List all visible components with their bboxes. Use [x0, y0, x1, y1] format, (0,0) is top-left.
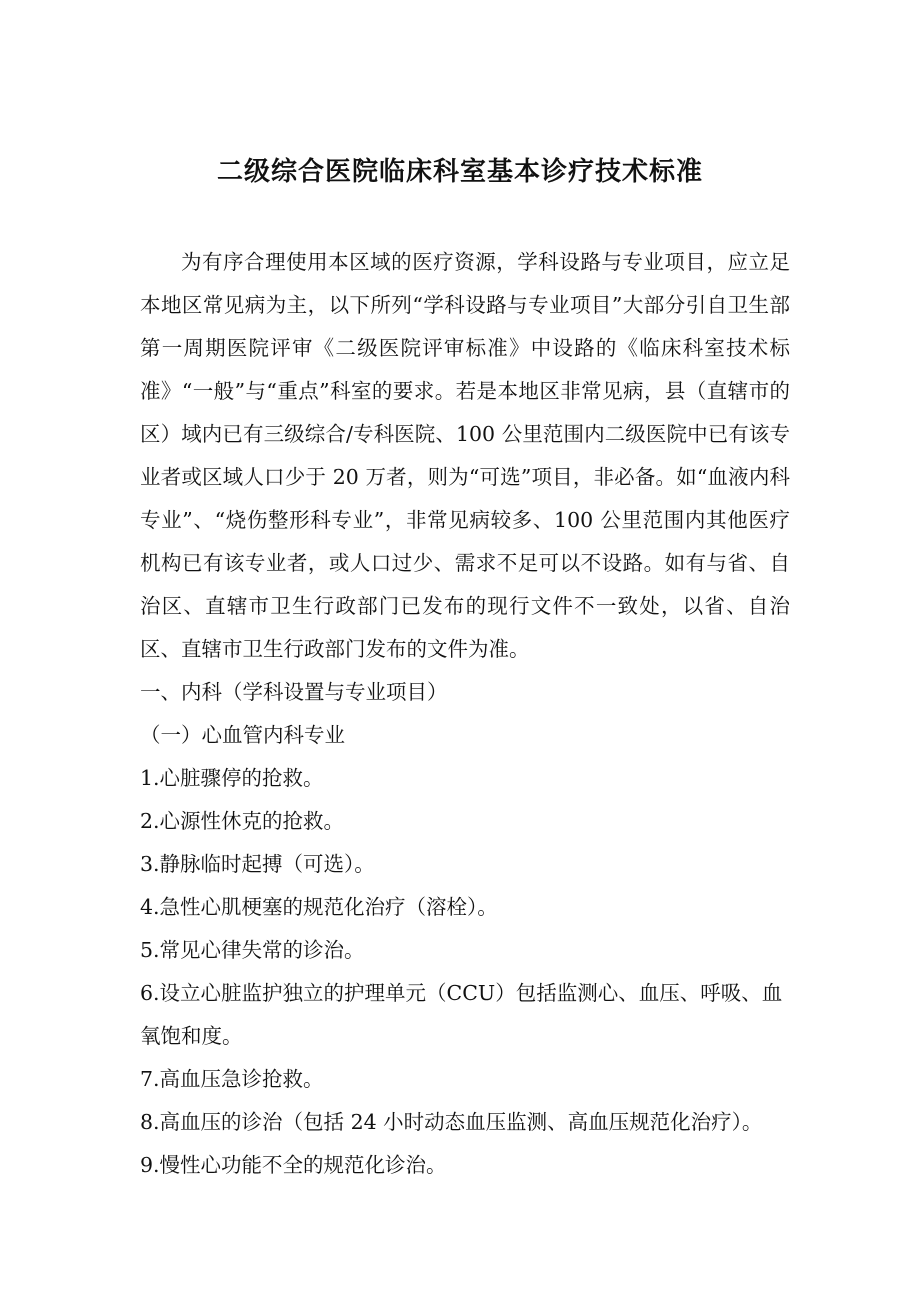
document-title: 二级综合医院临床科室基本诊疗技术标准: [216, 157, 703, 187]
list-item: 6.设立心脏监护独立的护理单元（CCU）包括监测心、血压、呼吸、血氧饱和度。: [140, 981, 783, 1048]
list-item: 7.高血压急诊抢救。: [140, 1067, 324, 1091]
subsection-heading: （一）心血管内科专业: [140, 723, 345, 747]
list-item: 1.心脏骤停的抢救。: [140, 766, 324, 790]
document-body: [140, 241, 790, 1187]
list-item: 4.急性心肌梗塞的规范化治疗（溶栓）。: [140, 895, 498, 919]
intro-paragraph: 为有序合理使用本区域的医疗资源，学科设路与专业项目，应立足本地区常见病为主，以下所列“学科设路与专业项目”大部分引自卫生部第一周期医院评审《二级医院评审标准》中设路的《临床科室技术标准》“一般”与“重点”科室的要求。若是本地区非常见病，县（直辖市的区）域内已有三级综合/专科医院、100 公里范围内二级医院中已有该专业者或区域人口少于 20 万者，则为“可选”项目，非必备。如“血液内科专业”、“烧伤整形科专业”，非常见病较多、100 公里范围内其他医疗机构已有该专业者，或人口过少、需求不足可以不设路。如有与省、自治区、直辖市卫生行政部门已发布的现行文件不一致处，以省、自治区、直辖市卫生行政部门发布的文件为准。: [140, 250, 790, 661]
list-item: 3.静脉临时起搏（可选）。: [140, 852, 375, 876]
list-item: 2.心源性休克的抢救。: [140, 809, 345, 833]
list-item: 9.慢性心功能不全的规范化诊治。: [140, 1153, 447, 1177]
list-item: 5.常见心律失常的诊治。: [140, 938, 365, 962]
section-heading: 一、内科（学科设置与专业项目）: [140, 680, 448, 704]
list-item: 8.高血压的诊治（包括 24 小时动态血压监测、高血压规范化治疗）。: [140, 1110, 763, 1134]
